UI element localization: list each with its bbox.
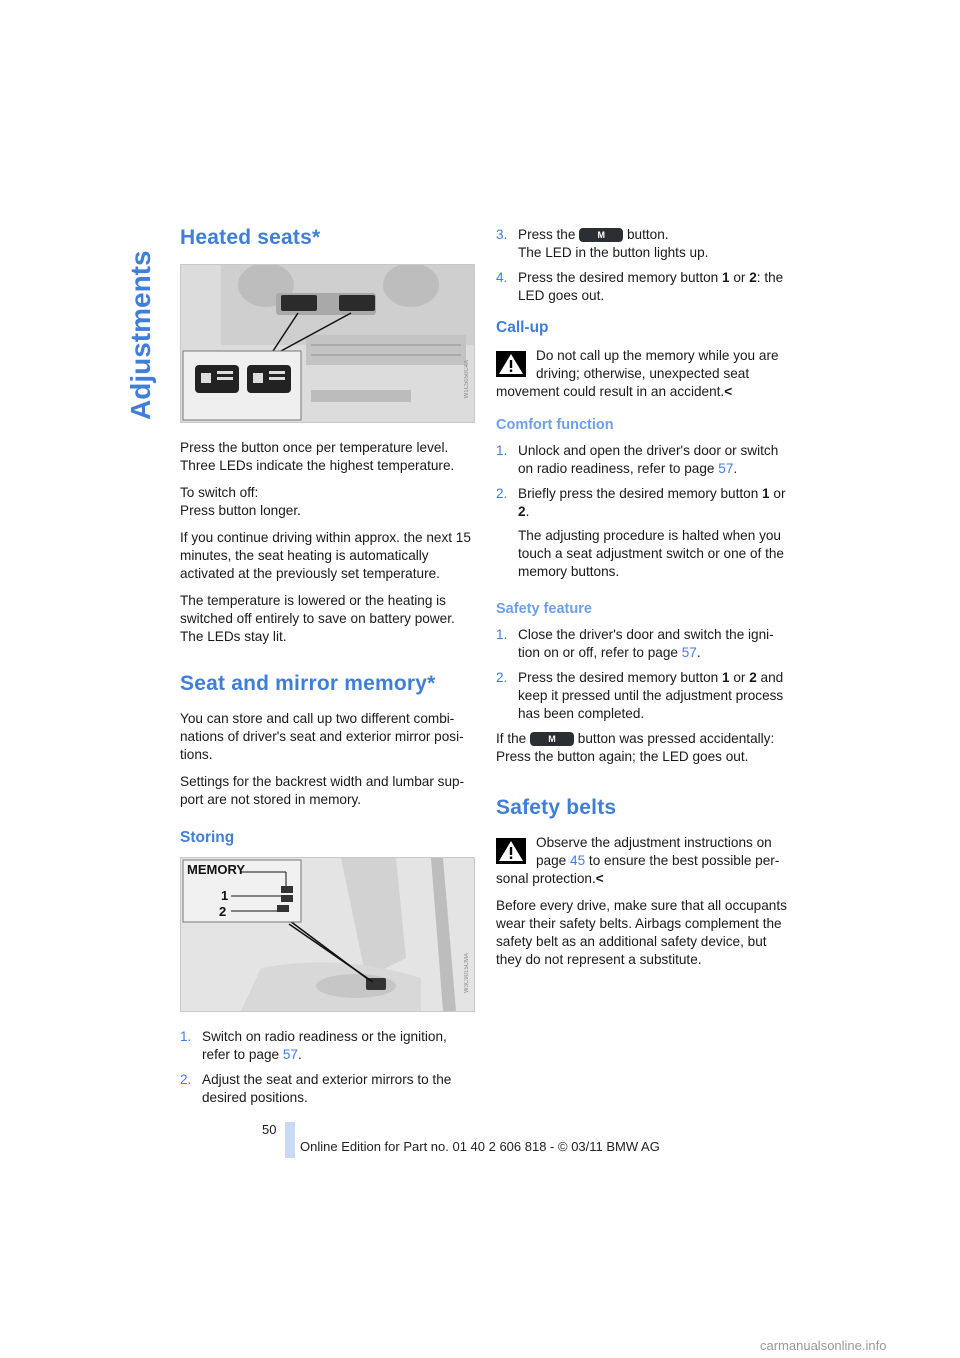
side-section-title	[122, 232, 158, 422]
belts-p1: Before every drive, make sure that all occupants wear their safety belts. Airbags complement the safety belt as an additional safety device, but they do not represent a substitute.	[496, 898, 787, 967]
right-column	[496, 226, 788, 978]
step-text: Press the desired memory button 1 or 2: the LED goes out.	[518, 270, 784, 303]
seat-illustration	[181, 858, 474, 1011]
step-number: 1.	[180, 1029, 192, 1044]
memory-p1: You can store and call up two different combi-nations of driver's seat and exterior mirror posi-tions.	[180, 711, 464, 762]
warning-icon	[496, 838, 526, 864]
heated-p2b: Press button longer.	[180, 503, 301, 518]
step-text: Close the driver's door and switch the igni-tion on or off, refer to page 57.	[518, 627, 774, 660]
dashboard-illustration	[181, 265, 474, 422]
callup-title: Call-up	[496, 319, 549, 336]
watermark: carmanualsonline.info	[760, 1338, 887, 1353]
step-number: 3.	[496, 227, 508, 242]
heated-p1: Press the button once per temperature level. Three LEDs indicate the highest temperature.	[180, 440, 455, 473]
heated-seats-title: Heated seats*	[180, 226, 321, 249]
figure-code: W1C5050C4A	[464, 360, 470, 399]
memory-title: Seat and mirror memory*	[180, 672, 436, 695]
step-number: 1.	[496, 627, 508, 642]
heated-p3: If you continue driving within approx. the next 15 minutes, the seat heating is automatically activated at the previously set temperature.	[180, 530, 471, 581]
figure-code: W3C9015CMA	[464, 953, 470, 994]
page-link[interactable]: 57	[718, 461, 734, 476]
heated-p4: The temperature is lowered or the heating is switched off entirely to save on battery power. The LEDs stay lit.	[180, 593, 455, 644]
comfort-title: Comfort function	[496, 417, 614, 433]
memory-figure	[180, 857, 475, 1012]
heated-p2	[180, 484, 475, 520]
storing-step-4	[496, 269, 788, 305]
step-text: Unlock and open the driver's door or switch on radio readiness, refer to page 57.	[518, 443, 779, 476]
step-text: Press the desired memory button 1 or 2 and keep it pressed until the adjustment process has been completed.	[518, 670, 784, 721]
memory-button-icon: M	[530, 732, 574, 746]
side-section-title-text: Adjustments	[125, 250, 156, 420]
memory-p2: Settings for the backrest width and lumbar sup-port are not stored in memory.	[180, 774, 465, 807]
step-number: 2.	[496, 670, 508, 685]
memory-figure-label: MEMORY	[187, 862, 246, 877]
comfort-step-1	[496, 442, 788, 478]
callup-warning	[496, 347, 788, 401]
callup-warning-text: Do not call up the memory while you are driving; otherwise, unexpected seat movement could result in an accident.	[496, 348, 779, 399]
memory-figure-num1: 1	[221, 888, 229, 903]
step-number: 1.	[496, 443, 508, 458]
comfort-step-2	[496, 485, 788, 581]
memory-figure-num2: 2	[219, 904, 227, 919]
step-note: The adjusting procedure is halted when you touch a seat adjustment switch or one of the memory buttons.	[518, 528, 784, 579]
left-column	[180, 226, 475, 1114]
warning-icon	[496, 351, 526, 377]
heated-p2a: To switch off:	[180, 485, 259, 500]
safety-belts-title: Safety belts	[496, 796, 617, 819]
safety-step-2	[496, 669, 788, 723]
step-text: Press the M button. The LED in the button lights up.	[518, 227, 709, 260]
storing-step-1	[180, 1028, 475, 1064]
step-text: Briefly press the desired memory button 1 or 2. The adjusting procedure is halted when you touch a seat adjustment switch or one of the memory buttons.	[518, 485, 788, 581]
end-mark: <	[595, 871, 604, 886]
step-number: 2.	[180, 1072, 192, 1087]
page-link[interactable]: 57	[681, 645, 697, 660]
step-text: Switch on radio readiness or the ignition, refer to page 57.	[202, 1029, 447, 1062]
step-text: Adjust the seat and exterior mirrors to the desired positions.	[202, 1072, 452, 1105]
footer-text: Online Edition for Part no. 01 40 2 606 818 - © 03/11 BMW AG	[300, 1139, 660, 1154]
storing-title: Storing	[180, 829, 235, 846]
step-number: 4.	[496, 270, 508, 285]
memory-button-icon: M	[579, 228, 623, 242]
page-number: 50	[262, 1122, 277, 1137]
page-link[interactable]: 57	[282, 1047, 298, 1062]
storing-step-3	[496, 226, 788, 262]
storing-step-2	[180, 1071, 475, 1107]
safety-feature-note: If the M button was pressed accidentally: Press the button again; the LED goes out.	[496, 731, 775, 764]
footer-accent-bar	[285, 1122, 295, 1158]
belts-warning: Observe the adjustment instructions on page 45 to ensure the best possible per-sonal protection.<	[496, 835, 780, 886]
end-mark: <	[724, 384, 733, 399]
step-number: 2.	[496, 486, 508, 501]
safety-feature-title: Safety feature	[496, 601, 592, 617]
page-link[interactable]: 45	[570, 853, 586, 868]
heated-seats-figure	[180, 264, 475, 423]
safety-step-1	[496, 626, 788, 662]
